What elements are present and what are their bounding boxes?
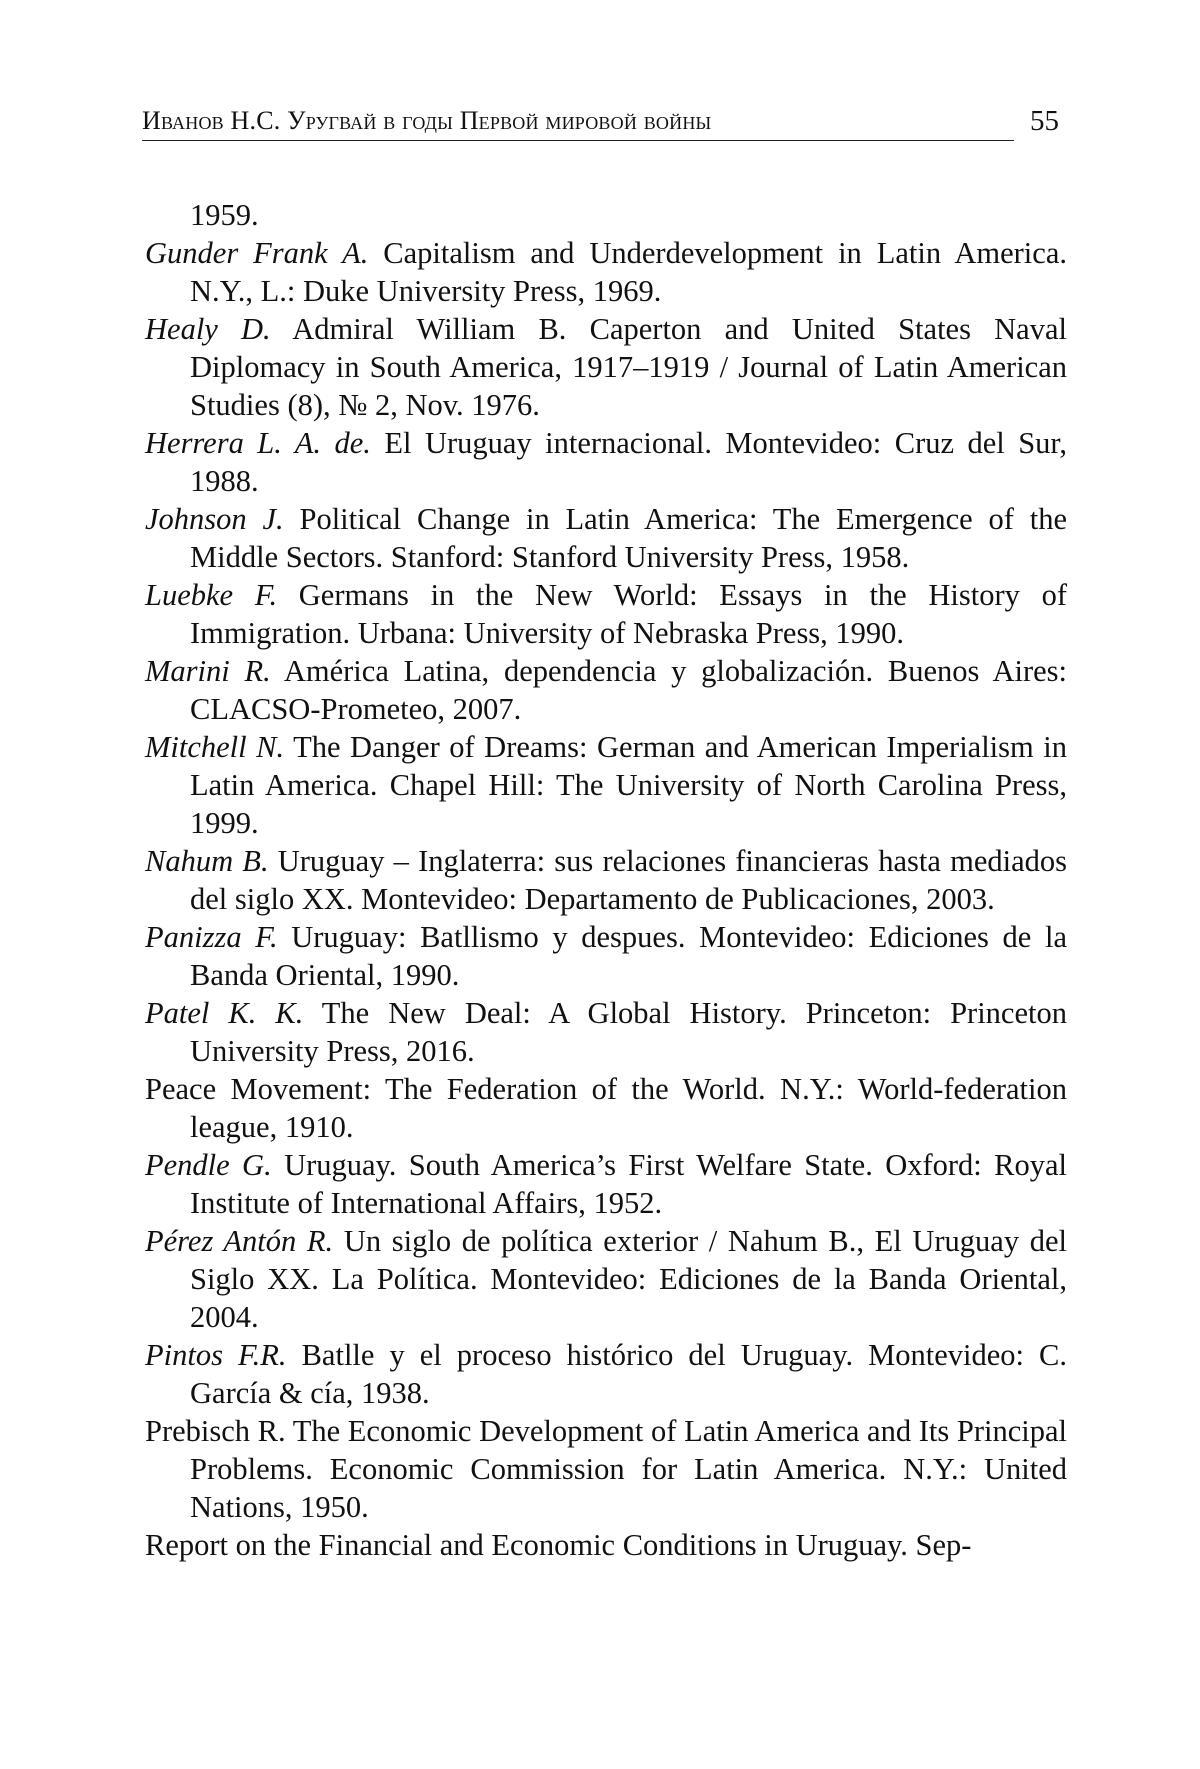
bibliography-entry — [145, 652, 1067, 728]
bibliography-entry — [145, 234, 1067, 310]
entry-author: Healy D. — [145, 312, 271, 346]
entry-text: Uruguay: Batllismo y despues. Montevideo: Ediciones de la Banda Oriental, 1990. — [190, 920, 1067, 992]
entry-author: Pérez Antón R. — [145, 1224, 334, 1258]
page-number: 55 — [1030, 105, 1059, 137]
entry-author: Johnson J. — [145, 502, 284, 536]
bibliography-entry — [145, 918, 1067, 994]
bibliography-entry — [145, 1070, 1067, 1146]
bibliography-list — [145, 196, 1067, 1564]
entry-author: Panizza F. — [145, 920, 278, 954]
entry-author: Luebke F. — [145, 578, 278, 612]
entry-text: Peace Movement: The Federation of the World. N.Y.: World-federation league, 1910. — [145, 1072, 1067, 1144]
bibliography-entry — [145, 424, 1067, 500]
entry-text: Prebisch R. The Economic Development of Latin America and Its Principal Problems. Economic Commission for Latin America. N.Y.: United Nations, 1950. — [145, 1414, 1067, 1524]
bibliography-entry — [145, 576, 1067, 652]
bibliography-entry — [145, 1526, 1067, 1564]
entry-text: Uruguay. South America’s First Welfare State. Oxford: Royal Institute of International Affairs, 1952. — [190, 1148, 1067, 1220]
bibliography-entry — [145, 1412, 1067, 1526]
bibliography-entry — [145, 310, 1067, 424]
entry-text: El Uruguay internacional. Montevideo: Cruz del Sur, 1988. — [190, 426, 1067, 498]
bibliography-entry — [145, 196, 1067, 234]
entry-text: Germans in the New World: Essays in the History of Immigration. Urbana: University of Nebraska Press, 1990. — [190, 578, 1067, 650]
entry-author: Marini R. — [145, 654, 271, 688]
bibliography-entry — [145, 500, 1067, 576]
bibliography-entry — [145, 728, 1067, 842]
entry-author: Pintos F.R. — [145, 1338, 287, 1372]
bibliography-entry — [145, 994, 1067, 1070]
entry-text: Capitalism and Underdevelopment in Latin America. N.Y., L.: Duke University Press, 1969. — [190, 236, 1067, 308]
entry-text: América Latina, dependencia y globalización. Buenos Aires: CLACSO-Prometeo, 2007. — [190, 654, 1067, 726]
entry-author: Mitchell N. — [145, 730, 285, 764]
bibliography-entry — [145, 1336, 1067, 1412]
running-head — [142, 100, 1014, 140]
entry-text: Batlle y el proceso histórico del Uruguay. Montevideo: C. García & cía, 1938. — [190, 1338, 1067, 1410]
bibliography-entry — [145, 1222, 1067, 1336]
entry-text: Political Change in Latin America: The Emergence of the Middle Sectors. Stanford: Stanford University Press, 1958. — [190, 502, 1067, 574]
entry-author: Nahum B. — [145, 844, 269, 878]
bibliography-entry — [145, 842, 1067, 918]
entry-text: Report on the Financial and Economic Conditions in Uruguay. Sep- — [145, 1528, 972, 1562]
entry-author: Patel K. K. — [145, 996, 304, 1030]
bibliography-entry — [145, 1146, 1067, 1222]
running-title: Иванов Н.С. Уругвай в годы Первой мировой войны — [142, 106, 1014, 141]
entry-text: The Danger of Dreams: German and American Imperialism in Latin America. Chapel Hill: The University of North Carolina Press, 1999. — [190, 730, 1067, 840]
entry-author: Herrera L. A. de. — [145, 426, 371, 460]
entry-text: Uruguay – Inglaterra: sus relaciones financieras hasta mediados del siglo XX. Montevideo: Departamento de Publicaciones, 2003. — [190, 844, 1067, 916]
entry-author: Gunder Frank A. — [145, 236, 369, 270]
entry-text: Un siglo de política exterior / Nahum B., El Uruguay del Siglo XX. La Política. Montevideo: Ediciones de la Banda Oriental, 2004. — [190, 1224, 1067, 1334]
entry-text: The New Deal: A Global History. Princeton: Princeton University Press, 2016. — [190, 996, 1067, 1068]
entry-text: 1959. — [190, 198, 259, 232]
entry-text: Admiral William B. Caperton and United States Naval Diplomacy in South America, 1917–1919 / Journal of Latin American Studies (8), № 2, Nov. 1976. — [190, 312, 1067, 422]
entry-author: Pendle G. — [145, 1148, 272, 1182]
